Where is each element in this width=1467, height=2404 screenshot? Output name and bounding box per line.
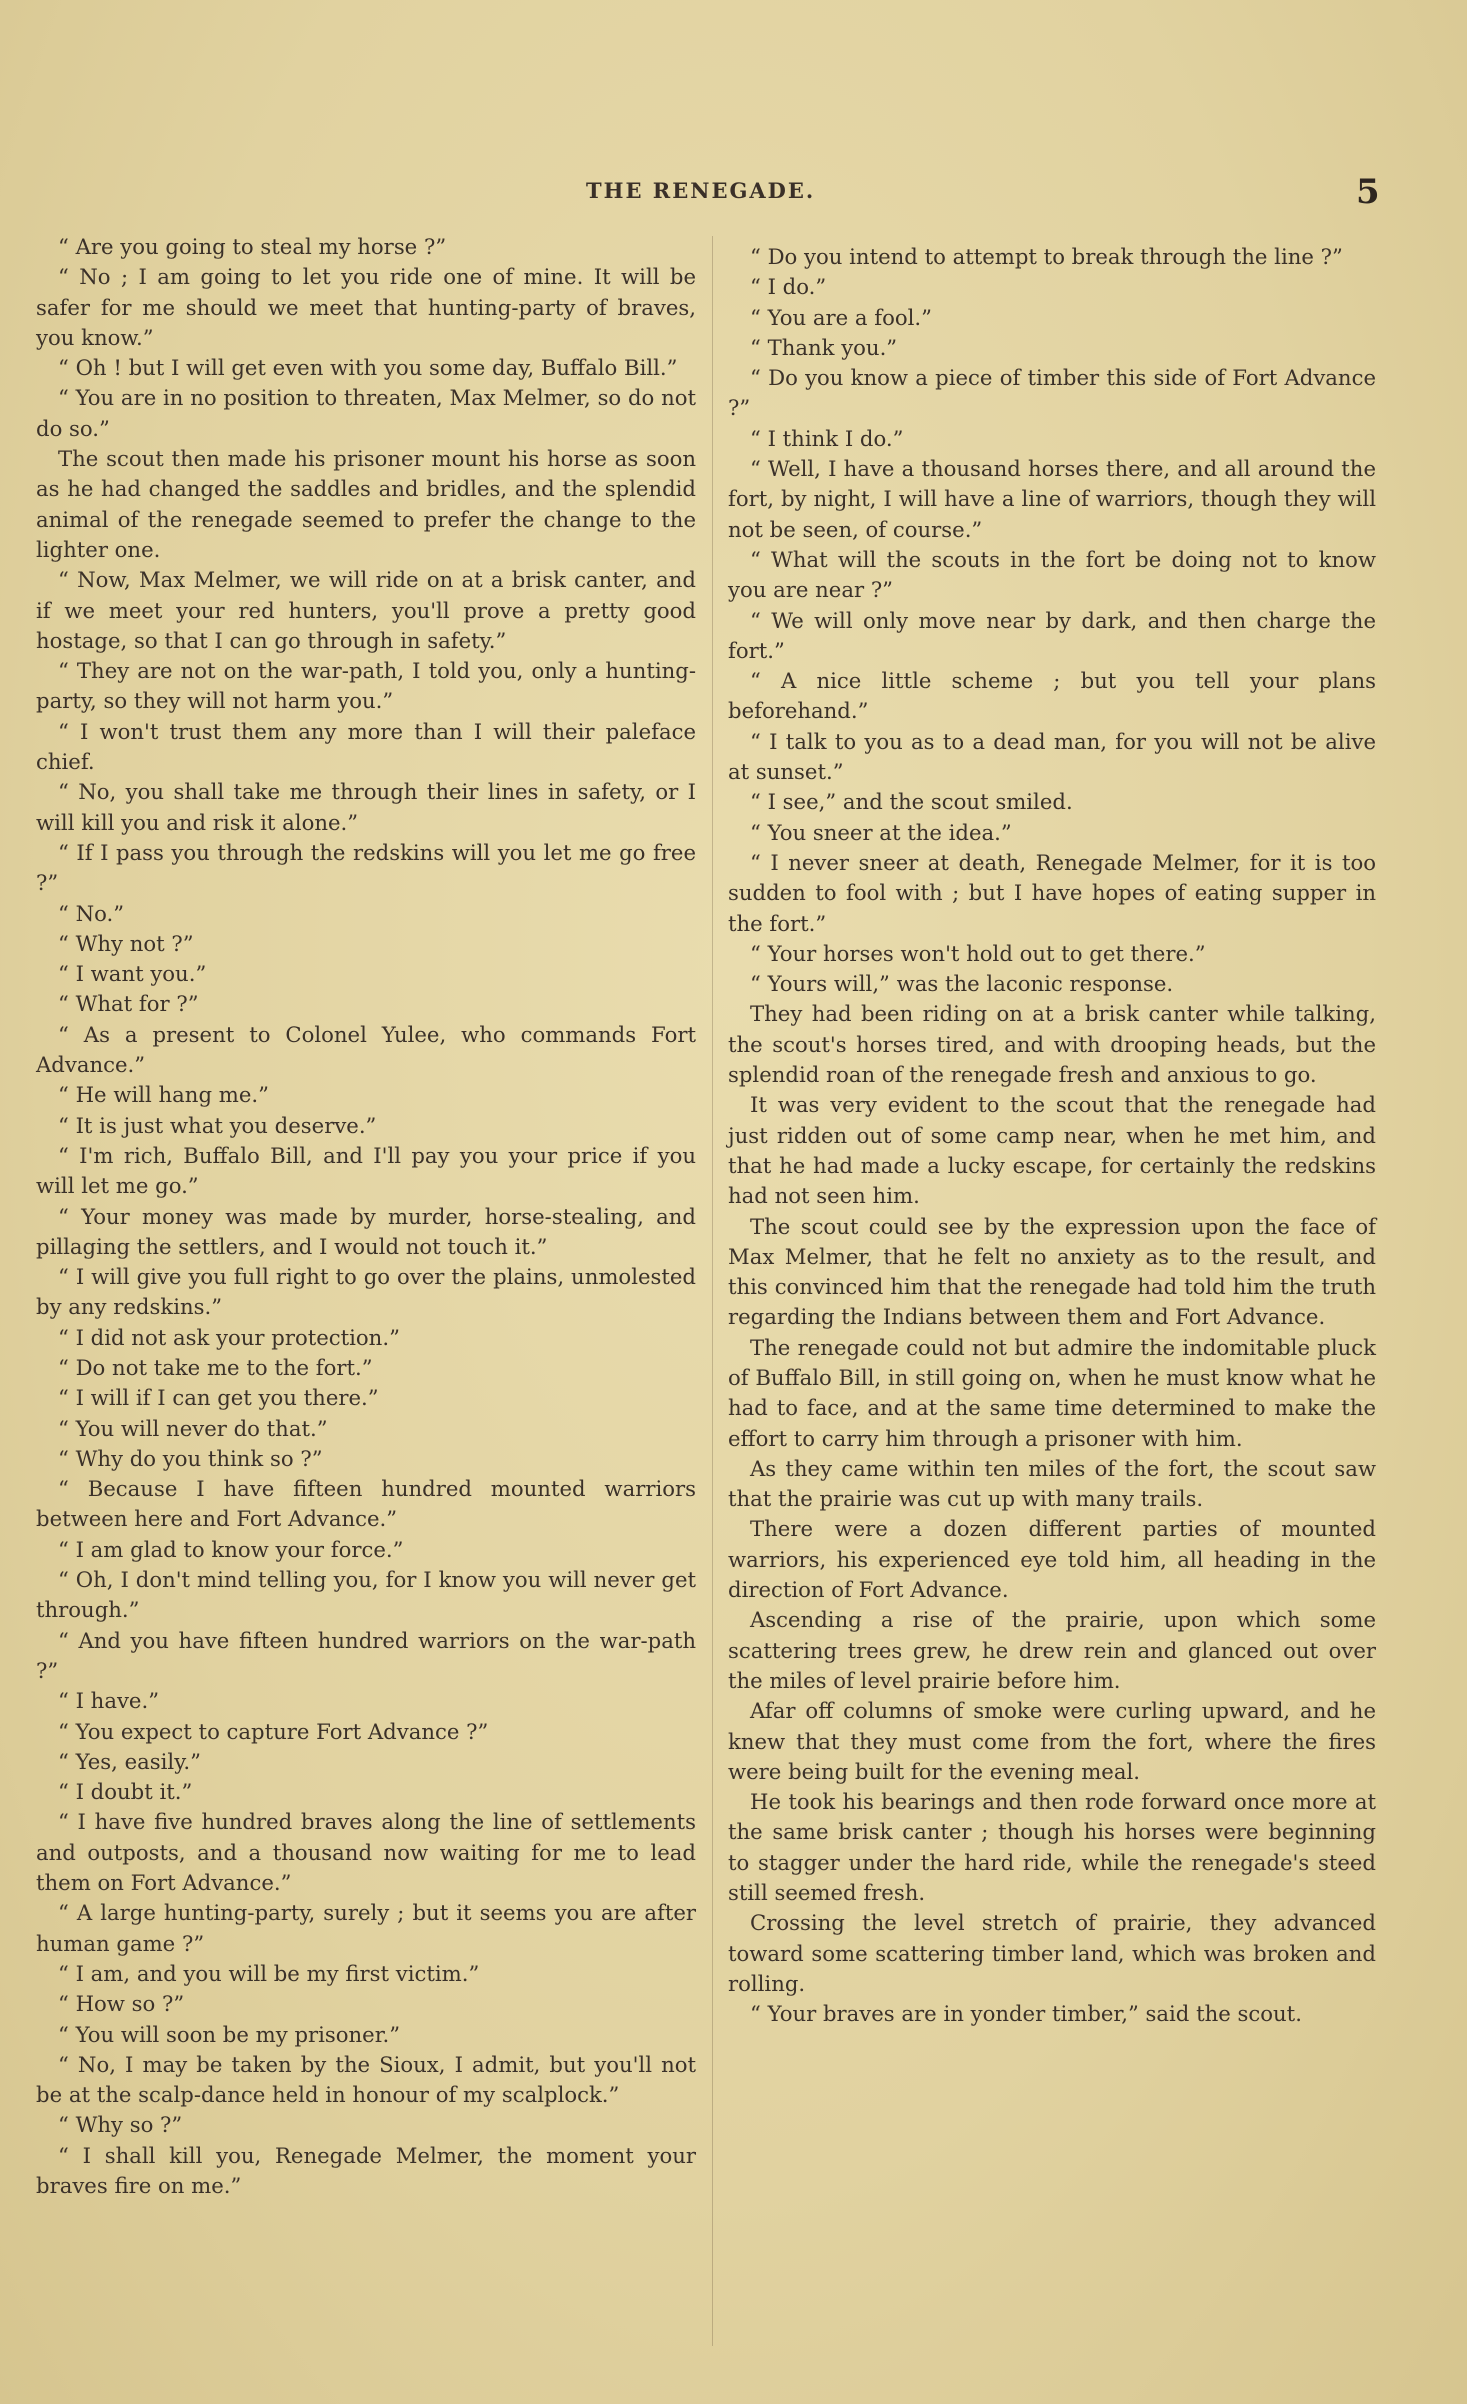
paragraph: “ I want you.” (58, 961, 207, 987)
paragraph: “ What for ?” (58, 991, 199, 1017)
paragraph: “ I have five hundred braves along the line of settlements and outposts, and a thousand now waiting for me to lead them on Fort Advance.” (36, 1809, 696, 1896)
paragraph: “ Yours will,” was the laconic response. (750, 971, 1174, 997)
paragraph: Afar off columns of smoke were curling upward, and he knew that they must come from the fort, where the fires were being built for the evening meal. (728, 1698, 1376, 1784)
paragraph: “ Your horses won't hold out to get there.” (750, 940, 1206, 966)
paragraph: “ A nice little scheme ; but you tell your plans beforehand.” (728, 668, 1376, 724)
paragraph: The scout then made his prisoner mount his horse as soon as he had changed the saddles and bridles, and the splendid animal of the renegade seemed to prefer the change to the lighter one. (36, 446, 696, 562)
paragraph: “ You are in no position to threaten, Max Melmer, so do not do so.” (36, 385, 696, 441)
paragraph: “ No.” (58, 900, 125, 926)
paragraph: “ Thank you.” (750, 334, 898, 360)
paragraph: “ We will only move near by dark, and then charge the fort.” (728, 607, 1376, 663)
paragraph: “ Yes, easily.” (58, 1748, 201, 1774)
paragraph: Ascending a rise of the prairie, upon which some scattering trees grew, he drew rein and glanced out over the miles of level prairie before him. (728, 1607, 1376, 1693)
paragraph: “ Because I have fifteen hundred mounted warriors between here and Fort Advance.” (36, 1476, 696, 1532)
paragraph: “ Oh, I don't mind telling you, for I know you will never get through.” (36, 1567, 696, 1623)
paragraph: “ He will hang me.” (58, 1082, 269, 1108)
paragraph: “ If I pass you through the redskins will you let me go free ?” (36, 839, 696, 896)
paragraph: “ Do not take me to the fort.” (58, 1354, 373, 1380)
paragraph: “ I will give you full right to go over the plains, unmolested by any redskins.” (36, 1264, 696, 1320)
paragraph: “ I did not ask your protection.” (58, 1324, 400, 1350)
paragraph: “ No, you shall take me through their lines in safety, or I will kill you and risk it alone.” (36, 779, 696, 835)
paragraph: “ Do you know a piece of timber this side of Fort Advance ?” (728, 365, 1376, 421)
paragraph: “ No ; I am going to let you ride one of mine. It will be safer for me should we meet that hunting-party of braves, you know.” (36, 264, 696, 350)
paragraph: “ They are not on the war-path, I told you, only a hunting-party, so they will not harm you.” (36, 658, 696, 714)
paragraph: “ Why not ?” (58, 930, 194, 956)
left-column (36, 232, 696, 2201)
paragraph: “ I will if I can get you there.” (58, 1385, 379, 1411)
paragraph: “ I am glad to know your force.” (58, 1536, 404, 1562)
paragraph: “ I am, and you will be my first victim.” (58, 1960, 480, 1986)
paragraph: “ Now, Max Melmer, we will ride on at a brisk canter, and if we meet your red hunters, you'll prove a pretty good hostage, so that I can go through in safety.” (36, 567, 696, 653)
paragraph: “ I think I do.” (750, 425, 904, 451)
paragraph: “ And you have fifteen hundred warriors on the war-path ?” (36, 1627, 696, 1683)
paragraph: “ A large hunting-party, surely ; but it seems you are after human game ?” (36, 1900, 696, 1956)
paragraph: “ Oh ! but I will get even with you some day, Buffalo Bill.” (58, 355, 678, 381)
paragraph: The renegade could not but admire the indomitable pluck of Buffalo Bill, in still going on, when he must know what he had to face, and at the same time determined to make the effort to carry him through a prisoner with him. (728, 1334, 1376, 1451)
paragraph: “ How so ?” (58, 1991, 185, 2017)
paragraph: “ You will soon be my prisoner.” (58, 2021, 401, 2047)
paragraph: “ As a present to Colonel Yulee, who commands Fort Advance.” (36, 1021, 696, 1078)
paragraph: “ No, I may be taken by the Sioux, I admit, but you'll not be at the scalp-dance held in honour of my scalplock.” (36, 2051, 696, 2108)
paragraph: He took his bearings and then rode forward once more at the same brisk canter ; though his horses were beginning to stagger under the hard ride, while the renegade's steed still seemed fresh. (728, 1789, 1376, 1906)
paragraph: They had been riding on at a brisk canter while talking, the scout's horses tired, and with drooping heads, but the splendid roan of the renegade fresh and anxious to go. (728, 1001, 1376, 1088)
paragraph: “ I talk to you as to a dead man, for you will not be alive at sunset.” (728, 728, 1376, 785)
paragraph: “ I won't trust them any more than I will their paleface chief. (36, 718, 696, 775)
paragraph: It was very evident to the scout that the renegade had just ridden out of some camp near, when he met him, and that he had made a lucky escape, for certainly the redskins had not seen him. (728, 1092, 1376, 1209)
paragraph: “ Why so ?” (58, 2112, 183, 2138)
paragraph: “ You will never do that.” (58, 1415, 328, 1441)
page-header (0, 172, 1467, 218)
running-title: THE RENEGADE. (586, 178, 816, 203)
paragraph: “ I do.” (750, 274, 827, 300)
paragraph: “ Your money was made by murder, horse-stealing, and pillaging the settlers, and I would not touch it.” (36, 1203, 696, 1259)
paragraph: “ I have.” (58, 1688, 160, 1714)
paragraph: “ Why do you think so ?” (58, 1445, 323, 1471)
paragraph: “ Do you intend to attempt to break through the line ?” (750, 244, 1343, 269)
paragraph: The scout could see by the expression upon the face of Max Melmer, that he felt no anxiety as to the result, and this convinced him that the renegade had told him the truth regarding the Indians between them and Fort Advance. (728, 1213, 1376, 1330)
paragraph: “ Well, I have a thousand horses there, and all around the fort, by night, I will have a line of warriors, though they will not be seen, of course.” (728, 456, 1376, 542)
paragraph: “ You sneer at the idea.” (750, 819, 1012, 845)
paragraph: Crossing the level stretch of prairie, they advanced toward some scattering timber land, which was broken and rolling. (728, 1910, 1376, 1996)
paragraph: “ What will the scouts in the fort be doing not to know you are near ?” (728, 546, 1376, 603)
paragraph: “ I'm rich, Buffalo Bill, and I'll pay you your price if you will let me go.” (36, 1142, 696, 1199)
paragraph: “ I doubt it.” (58, 1779, 193, 1805)
paragraph: “ I never sneer at death, Renegade Melmer, for it is too sudden to fool with ; but I have hopes of eating supper in the fort.” (728, 849, 1376, 936)
paragraph: “ You expect to capture Fort Advance ?” (58, 1718, 489, 1744)
paragraph: There were a dozen different parties of mounted warriors, his experienced eye told him, all heading in the direction of Fort Advance. (728, 1516, 1376, 1603)
page-number: 5 (1356, 172, 1380, 212)
paragraph: “ Are you going to steal my horse ?” (58, 234, 447, 259)
paragraph: As they came within ten miles of the fort, the scout saw that the prairie was cut up with many trails. (728, 1455, 1376, 1512)
paragraph: “ I shall kill you, Renegade Melmer, the moment your braves fire on me.” (36, 2142, 696, 2198)
paragraph: “ I see,” and the scout smiled. (750, 789, 1073, 815)
column-divider (712, 236, 713, 2346)
paragraph: “ It is just what you deserve.” (58, 1112, 377, 1138)
paragraph: “ You are a fool.” (750, 304, 932, 330)
right-column (728, 242, 1376, 2030)
paragraph: “ Your braves are in yonder timber,” said the scout. (750, 2001, 1302, 2027)
